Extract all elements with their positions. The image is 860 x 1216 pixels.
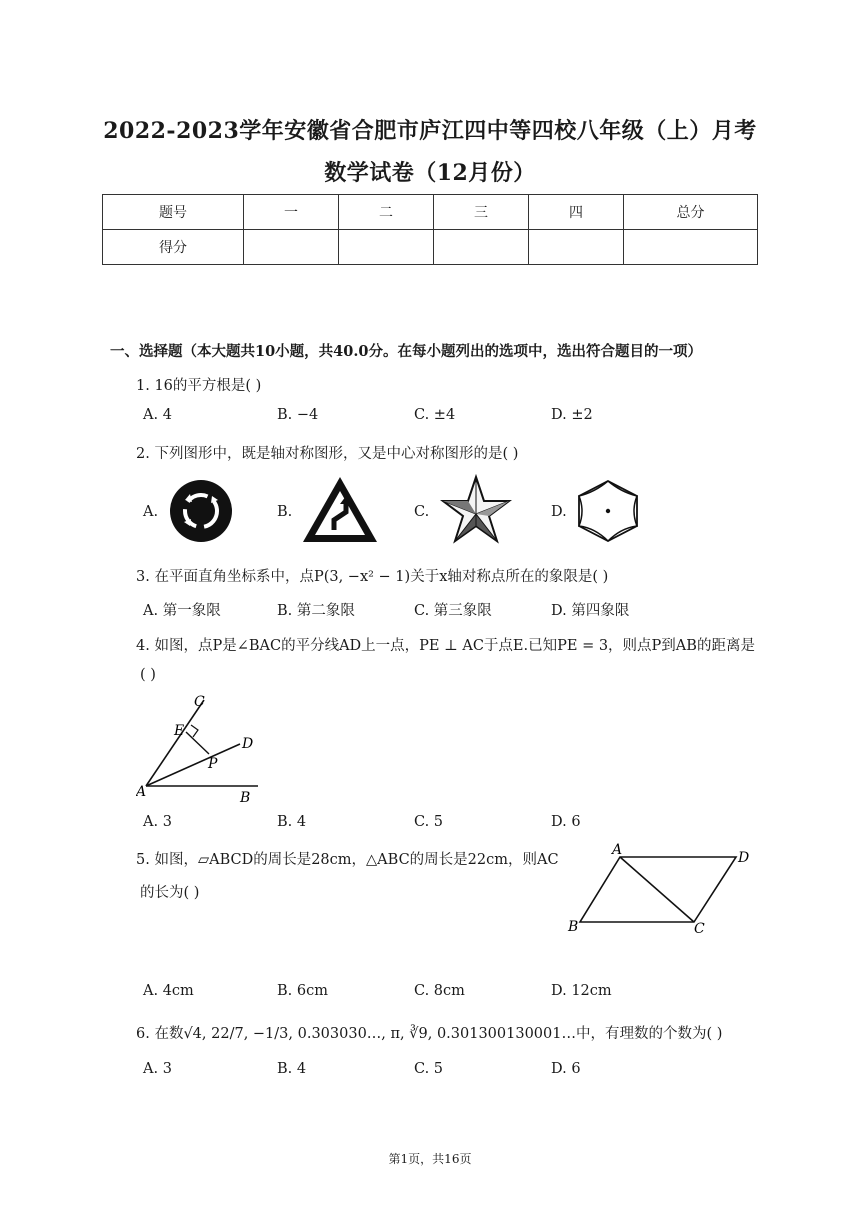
q5-option-b[interactable]: B. 6cm bbox=[277, 983, 328, 999]
table-header-cell: 二 bbox=[339, 195, 434, 230]
figure-label-c: C bbox=[194, 694, 205, 710]
q1-option-d[interactable]: D. ±2 bbox=[551, 407, 593, 423]
q3-option-b[interactable]: B. 第二象限 bbox=[277, 603, 355, 619]
q4-option-b[interactable]: B. 4 bbox=[277, 814, 307, 830]
q2-option-c[interactable]: C. bbox=[414, 504, 430, 520]
q6-option-b[interactable]: B. 4 bbox=[277, 1061, 307, 1077]
page-subtitle: 数学试卷（12月份） bbox=[324, 160, 536, 186]
q1-option-c[interactable]: C. ±4 bbox=[414, 407, 456, 423]
table-row-label: 得分 bbox=[103, 230, 244, 265]
question-2-stem: 2. 下列图形中，既是轴对称图形，又是中心对称图形的是( ) bbox=[136, 446, 519, 462]
q6-option-c[interactable]: C. 5 bbox=[414, 1061, 444, 1077]
score-cell[interactable] bbox=[529, 230, 624, 265]
q3-option-a[interactable]: A. 第一象限 bbox=[143, 603, 221, 619]
section-heading: 一、选择题（本大题共10小题，共40.0分。在每小题列出的选项中，选出符合题目的一项） bbox=[110, 343, 702, 360]
question-5-stem-continued: 的长为( ) bbox=[140, 885, 200, 901]
q2-option-d[interactable]: D. bbox=[551, 504, 567, 520]
figure-label-d: D bbox=[738, 850, 750, 866]
angle-bisector-figure bbox=[136, 690, 266, 806]
question-5-stem: 5. 如图，▱ABCD的周长是28cm，△ABC的周长是22cm，则AC bbox=[136, 852, 559, 868]
table-header-cell: 题号 bbox=[103, 195, 244, 230]
question-1-stem: 1. 16的平方根是( ) bbox=[136, 378, 262, 394]
question-4-stem-continued: ( ) bbox=[140, 667, 156, 683]
star-icon bbox=[440, 474, 512, 546]
figure-label-a: A bbox=[136, 784, 147, 800]
q3-option-c[interactable]: C. 第三象限 bbox=[414, 603, 492, 619]
score-cell[interactable] bbox=[339, 230, 434, 265]
score-table bbox=[102, 194, 758, 265]
figure-label-e: E bbox=[174, 723, 185, 739]
q5-option-a[interactable]: A. 4cm bbox=[143, 983, 194, 999]
figure-label-p: P bbox=[208, 756, 218, 772]
curve-warning-sign-icon bbox=[300, 474, 380, 546]
figure-label-c: C bbox=[694, 921, 705, 937]
question-4-stem: 4. 如图，点P是∠BAC的平分线AD上一点，PE ⊥ AC于点E.已知PE = 3，则点P到AB的距离是 bbox=[136, 638, 755, 654]
q1-option-b[interactable]: B. −4 bbox=[277, 407, 319, 423]
table-row bbox=[103, 230, 758, 265]
page-title: 2022-2023学年安徽省合肥市庐江四中等四校八年级（上）月考 bbox=[103, 118, 757, 144]
question-6-stem: 6. 在数√4, 22/7, −1/3, 0.303030…, π, ∛9, 0.301300130001…中，有理数的个数为( ) bbox=[136, 1026, 723, 1042]
page-footer: 第1页，共16页 bbox=[388, 1152, 472, 1166]
question-3-stem: 3. 在平面直角坐标系中，点P(3, −x² − 1)关于x轴对称点所在的象限是( ) bbox=[136, 569, 609, 585]
q2-option-a[interactable]: A. bbox=[143, 504, 159, 520]
table-header-cell: 三 bbox=[434, 195, 529, 230]
score-cell[interactable] bbox=[434, 230, 529, 265]
q2-option-b[interactable]: B. bbox=[277, 504, 293, 520]
table-header-cell: 四 bbox=[529, 195, 624, 230]
figure-label-b: B bbox=[240, 790, 251, 806]
q3-option-d[interactable]: D. 第四象限 bbox=[551, 603, 630, 619]
figure-label-b: B bbox=[568, 919, 579, 935]
table-header-cell: 一 bbox=[244, 195, 339, 230]
score-cell[interactable] bbox=[244, 230, 339, 265]
table-header-cell: 总分 bbox=[624, 195, 758, 230]
q6-option-d[interactable]: D. 6 bbox=[551, 1061, 581, 1077]
parallelogram-figure bbox=[564, 842, 764, 938]
q6-option-a[interactable]: A. 3 bbox=[143, 1061, 172, 1077]
q4-option-c[interactable]: C. 5 bbox=[414, 814, 444, 830]
score-cell[interactable] bbox=[624, 230, 758, 265]
q5-option-c[interactable]: C. 8cm bbox=[414, 983, 465, 999]
table-row bbox=[103, 195, 758, 230]
hexagon-umbrella-icon bbox=[573, 478, 643, 544]
circular-arrows-sign-icon bbox=[168, 478, 234, 544]
q1-option-a[interactable]: A. 4 bbox=[143, 407, 172, 423]
q4-option-a[interactable]: A. 3 bbox=[143, 814, 172, 830]
figure-label-d: D bbox=[242, 736, 254, 752]
q4-option-d[interactable]: D. 6 bbox=[551, 814, 581, 830]
q5-option-d[interactable]: D. 12cm bbox=[551, 983, 612, 999]
figure-label-a: A bbox=[612, 842, 623, 858]
